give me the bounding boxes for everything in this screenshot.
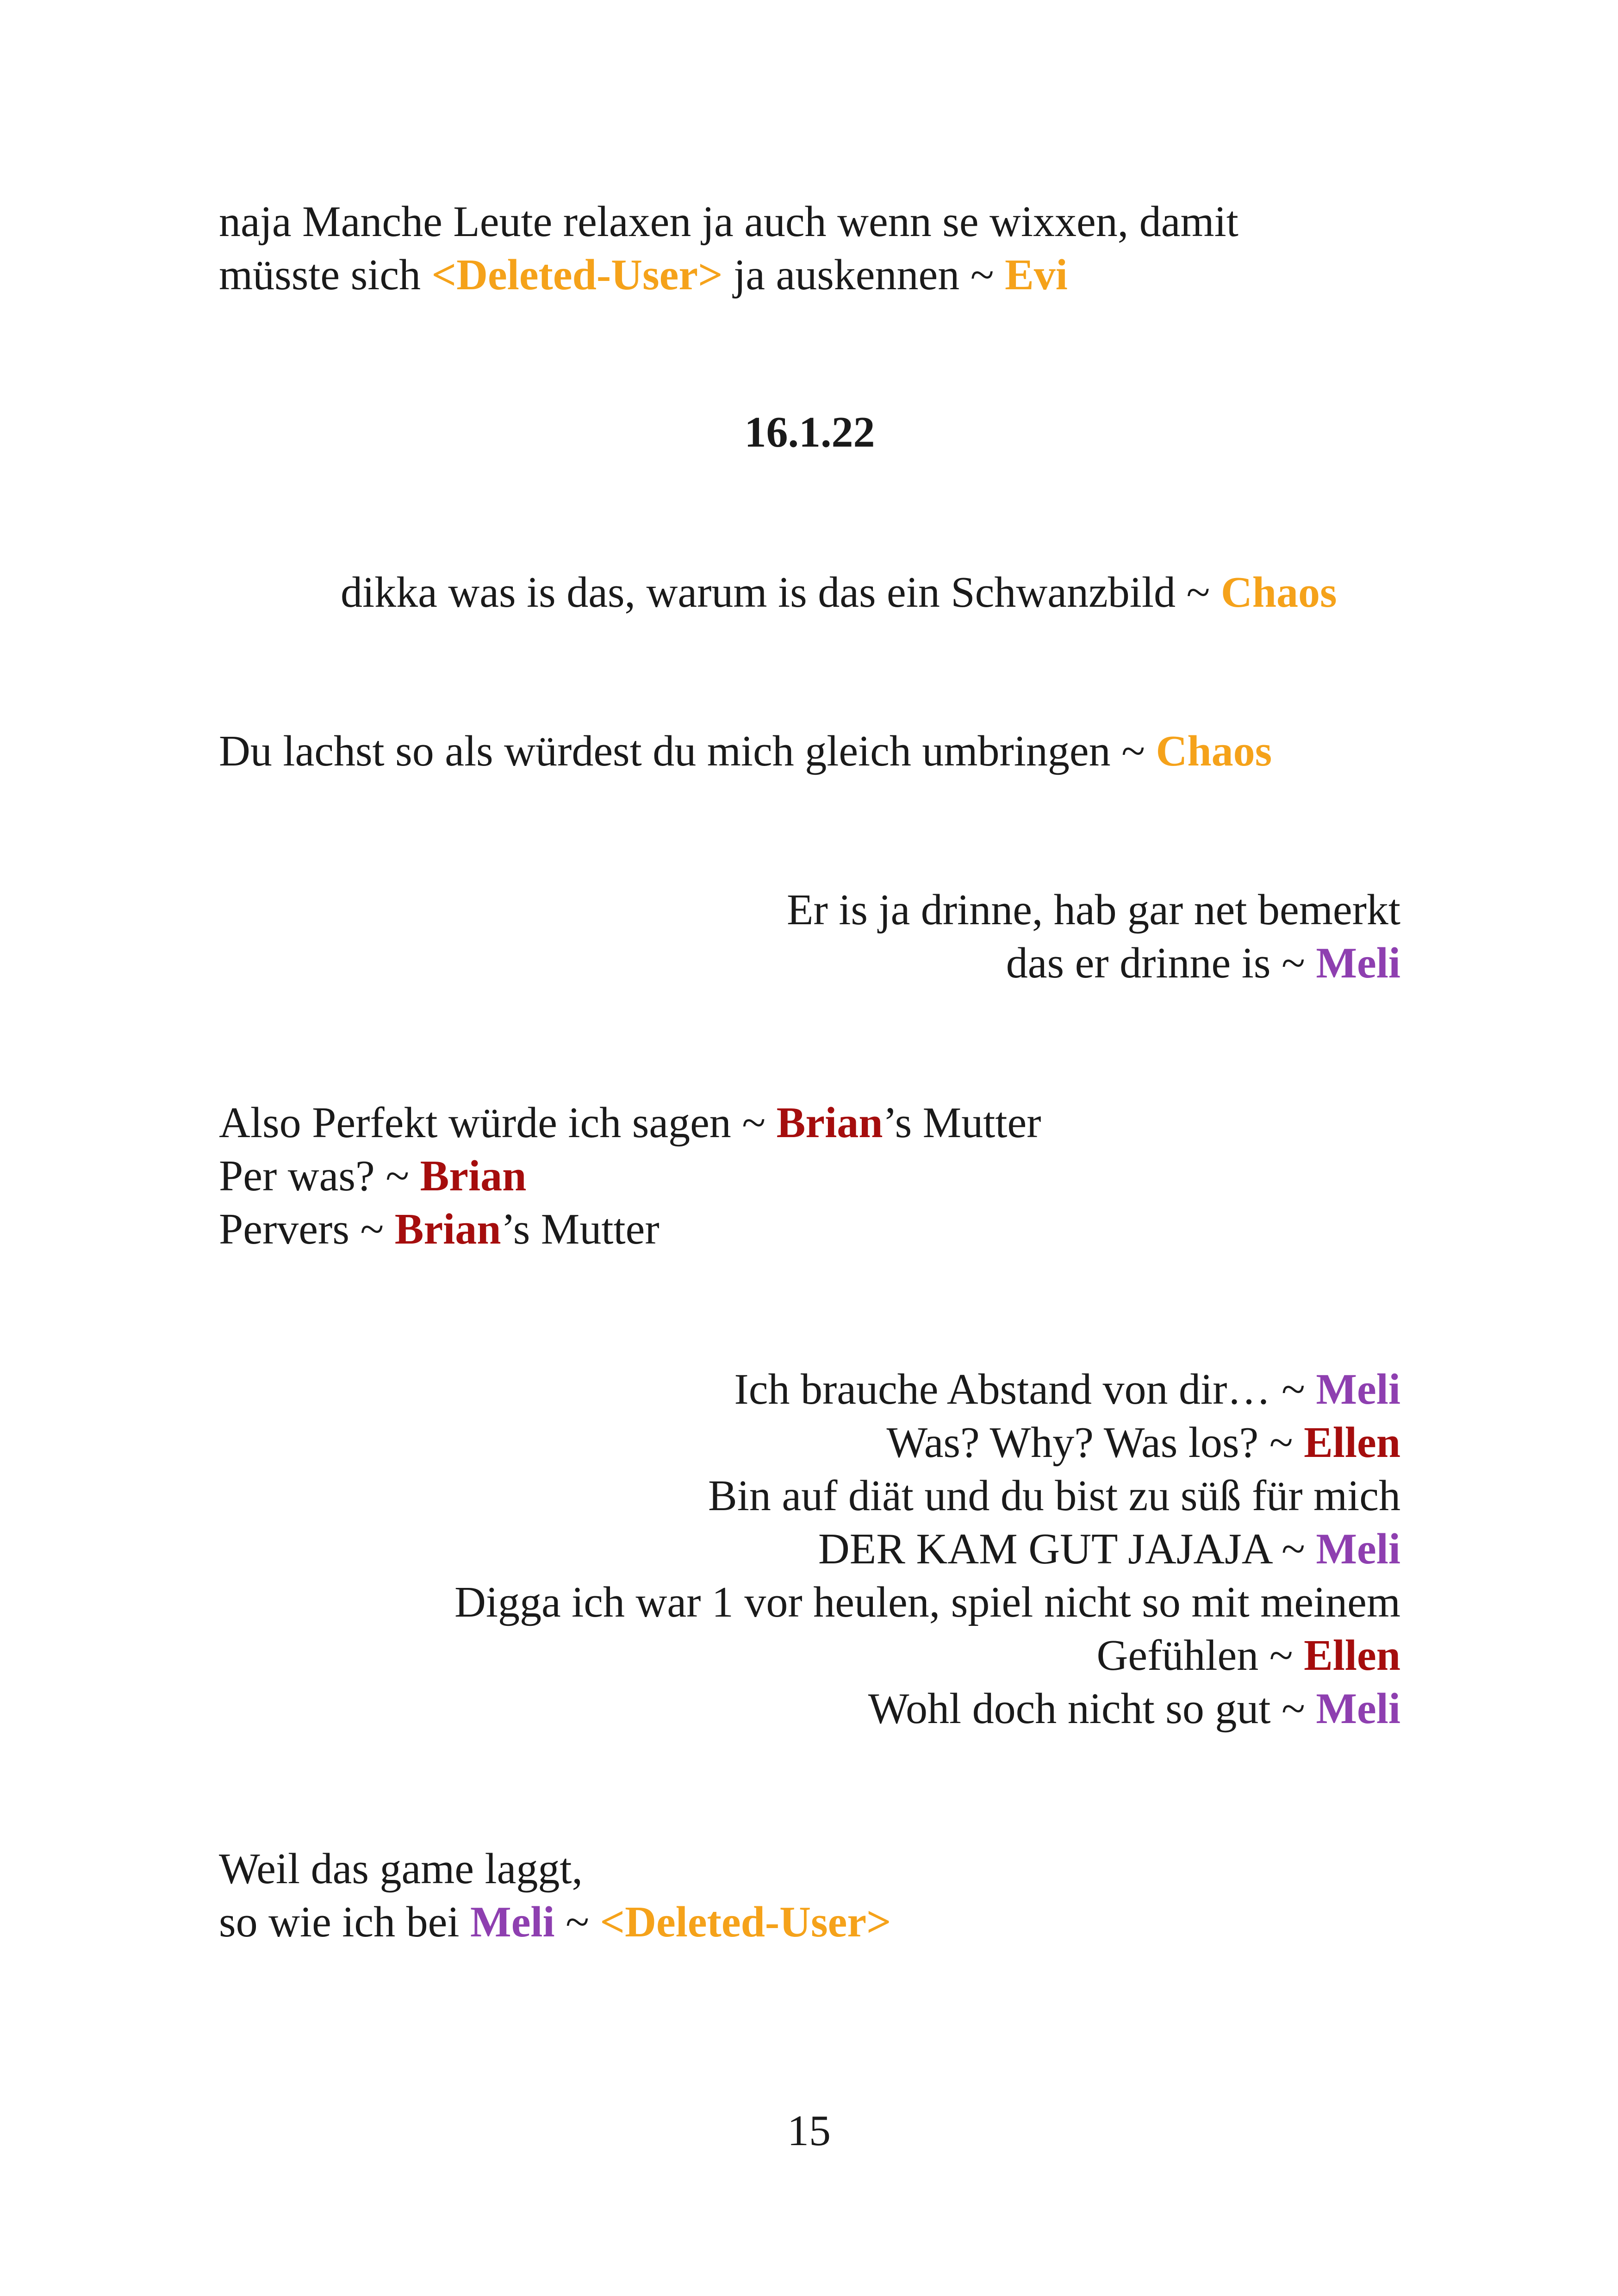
quote-line: Bin auf diät und du bist zu süß für mich — [708, 1472, 1400, 1520]
quote-line — [219, 1096, 1400, 1150]
quote-text: das er drinne is ~ — [1006, 939, 1316, 987]
speaker-name: Ellen — [1304, 1419, 1400, 1467]
quote-text: Was? Why? Was los? ~ — [886, 1419, 1304, 1467]
quote-text: müsste sich — [219, 251, 432, 299]
speaker-name: Brian — [394, 1205, 501, 1253]
quote-text: ’s Mutter — [883, 1099, 1041, 1147]
quote-line — [219, 1629, 1400, 1682]
quote-text: ’s Mutter — [501, 1205, 660, 1253]
quote-text: Gefühlen ~ — [1096, 1631, 1304, 1680]
speaker-name: Chaos — [1220, 568, 1337, 616]
quote-text: DER KAM GUT JAJAJA ~ — [818, 1525, 1316, 1573]
quote-line — [219, 1150, 1400, 1203]
quote-entry-6 — [219, 1363, 1400, 1736]
date-heading: 16.1.22 — [744, 408, 875, 456]
speaker-name: Ellen — [1304, 1631, 1400, 1680]
quote-entry-2 — [219, 566, 1400, 619]
quote-text: dikka was is das, warum is das ein Schwanzbild ~ — [341, 568, 1221, 616]
quote-text: Pervers ~ — [219, 1205, 395, 1253]
speaker-name: Meli — [1316, 1685, 1400, 1733]
quote-line — [219, 1682, 1400, 1736]
speaker-name: Meli — [1316, 939, 1400, 987]
quote-entry-3 — [219, 725, 1400, 778]
speaker-name: Meli — [1316, 1525, 1400, 1573]
quote-line: Digga ich war 1 vor heulen, spiel nicht so mit meinem — [454, 1578, 1400, 1626]
page-number: 15 — [787, 2107, 831, 2155]
quote-text: Wohl doch nicht so gut ~ — [868, 1685, 1316, 1733]
speaker-name: Evi — [1005, 251, 1068, 299]
quote-line — [219, 937, 1400, 990]
quote-line — [219, 249, 1400, 302]
quote-line: Weil das game laggt, — [219, 1845, 583, 1893]
deleted-user-name: <Deleted-User> — [600, 1898, 891, 1946]
quote-text: ~ — [554, 1898, 600, 1946]
quote-text: Ich brauche Abstand von dir… ~ — [734, 1365, 1316, 1413]
speaker-name: Brian — [776, 1099, 883, 1147]
quote-entry-1 — [219, 195, 1400, 302]
speaker-name: Meli — [470, 1898, 555, 1946]
speaker-name: Chaos — [1156, 727, 1272, 775]
quote-line: naja Manche Leute relaxen ja auch wenn se wixxen, damit — [219, 198, 1238, 246]
quote-entry-7 — [219, 1842, 1400, 1949]
quote-line — [219, 1896, 1400, 1949]
quote-entry-5 — [219, 1096, 1400, 1256]
speaker-name: Brian — [420, 1152, 527, 1200]
quote-text: Also Perfekt würde ich sagen ~ — [219, 1099, 777, 1147]
quote-text: Per was? ~ — [219, 1152, 420, 1200]
quote-line: Er is ja drinne, hab gar net bemerkt — [787, 886, 1400, 934]
quote-line — [219, 1523, 1400, 1576]
speaker-name: Meli — [1316, 1365, 1400, 1413]
quote-text: so wie ich bei — [219, 1898, 470, 1946]
quote-line — [219, 1363, 1400, 1416]
quote-line — [219, 1416, 1400, 1469]
quote-text: ja auskennen ~ — [722, 251, 1005, 299]
deleted-user-name: <Deleted-User> — [431, 251, 723, 299]
quote-text: Du lachst so als würdest du mich gleich umbringen ~ — [219, 727, 1156, 775]
quote-entry-4 — [219, 884, 1400, 990]
quote-line — [219, 1203, 1400, 1256]
